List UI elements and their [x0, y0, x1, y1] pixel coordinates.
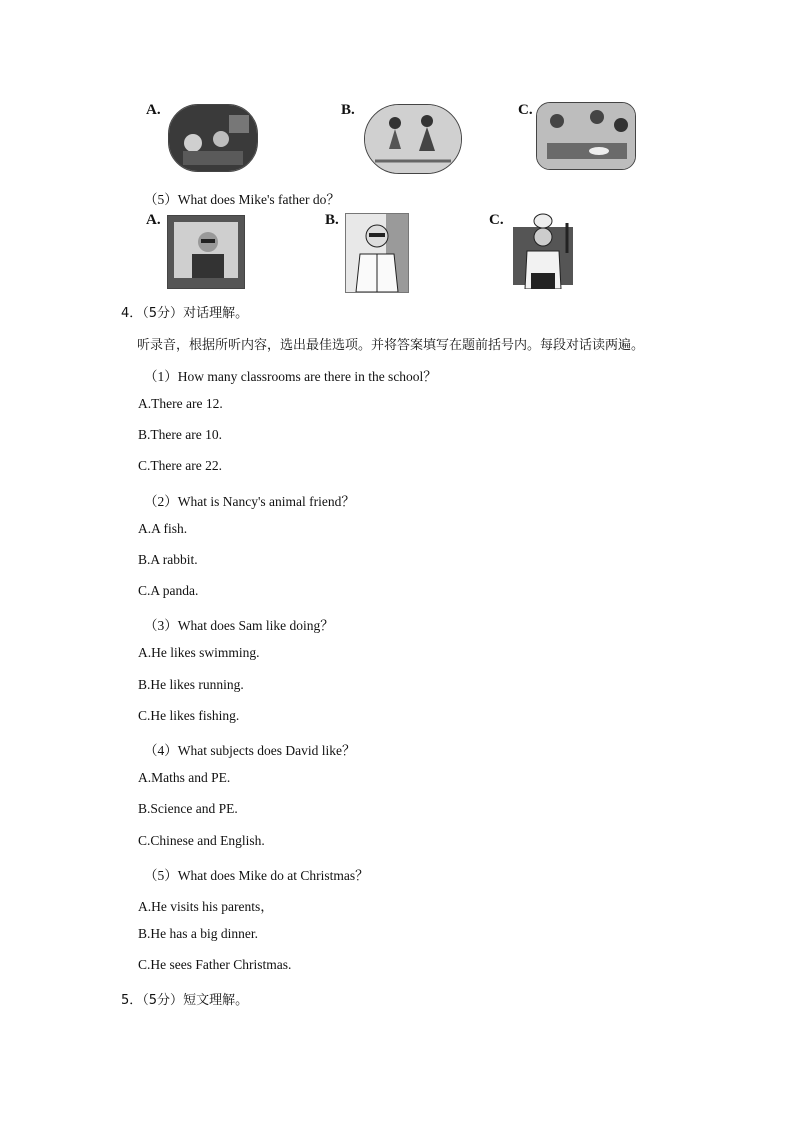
option-b: B.A rabbit.: [138, 552, 198, 567]
option-letter-c: C.: [518, 102, 533, 118]
option-letter-a: A.: [146, 102, 161, 118]
doctor-image: [345, 213, 409, 293]
question-number: （5）: [144, 192, 178, 207]
question-3: （3）What does Sam like doing？: [144, 618, 334, 633]
question-4: （4）What subjects does David like？: [144, 743, 356, 758]
option-b: B.He likes running.: [138, 677, 244, 692]
section-4-header: 4．（5分）对话理解。: [121, 306, 249, 321]
question-2: （2）What is Nancy's animal friend？: [144, 494, 355, 509]
tv-presenter-image: [167, 215, 245, 289]
classroom-scene-image: [168, 104, 258, 172]
option-letter-a: A.: [146, 212, 161, 228]
section-5-header: 5．（5分）短文理解。: [121, 993, 249, 1008]
dancing-scene-image: [364, 104, 462, 174]
option-a: A.A fish.: [138, 521, 188, 536]
option-b: B.There are 10.: [138, 427, 222, 442]
option-c: C.He likes fishing.: [138, 708, 240, 723]
option-letter-b: B.: [325, 212, 339, 228]
question-text: What does Mike's father do？: [177, 192, 340, 207]
question-5: （5）What does Mike do at Christmas？: [144, 868, 369, 883]
question-1: （1）How many classrooms are there in the school？: [144, 369, 437, 384]
dinner-scene-image: [536, 102, 636, 170]
section-4-instruction: 听录音，根据所听内容，选出最佳选项。并将答案填写在题前括号内。每段对话读两遍。: [137, 338, 645, 353]
option-c: C.A panda.: [138, 583, 199, 598]
option-c: C.There are 22.: [138, 458, 222, 473]
option-a: A.He likes swimming.: [138, 645, 260, 660]
option-a: A.He visits his parents，: [138, 899, 274, 914]
cook-image: [508, 212, 578, 290]
option-c: C.Chinese and English.: [138, 833, 265, 848]
option-letter-c: C.: [489, 212, 504, 228]
option-letter-b: B.: [341, 102, 355, 118]
option-b: B.Science and PE.: [138, 801, 238, 816]
option-a: A.There are 12.: [138, 396, 223, 411]
option-a: A.Maths and PE.: [138, 770, 231, 785]
option-c: C.He sees Father Christmas.: [138, 957, 292, 972]
option-b: B.He has a big dinner.: [138, 926, 258, 941]
